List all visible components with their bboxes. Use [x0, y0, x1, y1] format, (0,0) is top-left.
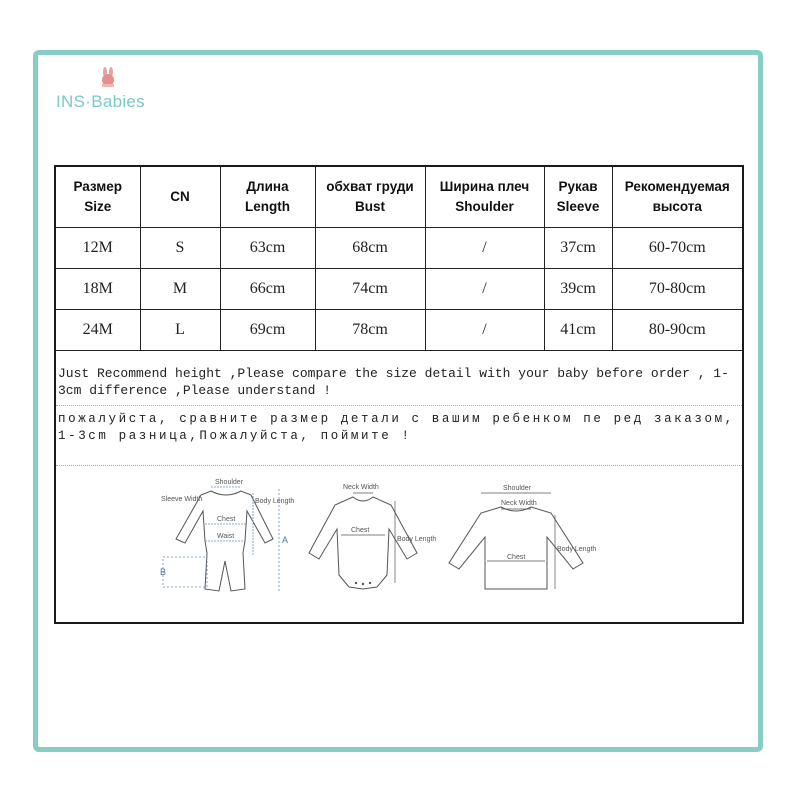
label-neck-width: Neck Width [343, 484, 379, 491]
header-height: Рекомендуемая высота [612, 167, 742, 228]
romper-diagram [161, 479, 301, 604]
header-bust: обхват груди Bust [315, 167, 425, 228]
top-diagram [441, 479, 597, 604]
cell-height: 80-90cm [612, 310, 742, 351]
label-neck-width: Neck Width [501, 500, 537, 507]
header-length: Длина Length [220, 167, 315, 228]
divider [56, 465, 742, 466]
top-illustration [441, 479, 597, 604]
table-row [56, 310, 742, 351]
cell-bust: 78cm [315, 310, 425, 351]
cell-shoulder: / [425, 228, 544, 269]
bodysuit-diagram [301, 479, 437, 604]
cell-cn: M [140, 269, 220, 310]
table-row [56, 269, 742, 310]
label-body-length: Body Length [557, 546, 597, 553]
divider [56, 405, 742, 406]
brand-logo [56, 62, 166, 112]
note-russian-line1: пожалуйста, сравните размер детали с вашим ребенком пе ред заказом, [58, 412, 735, 426]
cell-length: 63cm [220, 228, 315, 269]
cell-shoulder: / [425, 310, 544, 351]
cell-size: 12M [56, 228, 140, 269]
cell-length: 66cm [220, 269, 315, 310]
cell-bust: 74cm [315, 269, 425, 310]
cell-length: 69cm [220, 310, 315, 351]
size-table [56, 167, 742, 351]
label-chest: Chest [217, 516, 236, 523]
cell-sleeve: 39cm [544, 269, 612, 310]
label-waist: Waist [217, 533, 235, 540]
table-row [56, 228, 742, 269]
label-body-length: Body Length [397, 536, 437, 543]
label-shoulder: Shoulder [503, 485, 532, 492]
size-chart [54, 165, 744, 624]
cell-cn: S [140, 228, 220, 269]
cell-sleeve: 37cm [544, 228, 612, 269]
cell-size: 24M [56, 310, 140, 351]
cell-height: 60-70cm [612, 228, 742, 269]
label-sleeve-width: Sleeve Width [161, 496, 203, 503]
note-english: Just Recommend height ,Please compare the size detail with your baby before order , 1-3cm difference ,Please understand ! [58, 366, 729, 398]
cell-bust: 68cm [315, 228, 425, 269]
cell-size: 18M [56, 269, 140, 310]
label-chest: Chest [351, 527, 370, 534]
note-russian [58, 411, 738, 445]
brand-name: INS·Babies [56, 92, 145, 111]
cell-height: 70-80cm [612, 269, 742, 310]
romper-illustration [161, 479, 301, 604]
label-b: B [160, 567, 167, 577]
header-size: Размер Size [56, 167, 140, 228]
table-header-row [56, 167, 742, 228]
note-russian-line2: 1-3cm разница,Пожалуйста, поймите ! [58, 429, 412, 443]
label-shoulder: Shoulder [215, 479, 244, 486]
label-a: A [282, 535, 289, 545]
cell-cn: L [140, 310, 220, 351]
cell-sleeve: 41cm [544, 310, 612, 351]
label-body-length: Body Length [255, 498, 295, 505]
header-cn: CN [140, 167, 220, 228]
header-sleeve: Рукав Sleeve [544, 167, 612, 228]
bunny-icon [97, 66, 119, 88]
bodysuit-illustration [301, 479, 437, 604]
header-shoulder: Ширина плеч Shoulder [425, 167, 544, 228]
label-chest: Chest [507, 554, 526, 561]
cell-shoulder: / [425, 269, 544, 310]
